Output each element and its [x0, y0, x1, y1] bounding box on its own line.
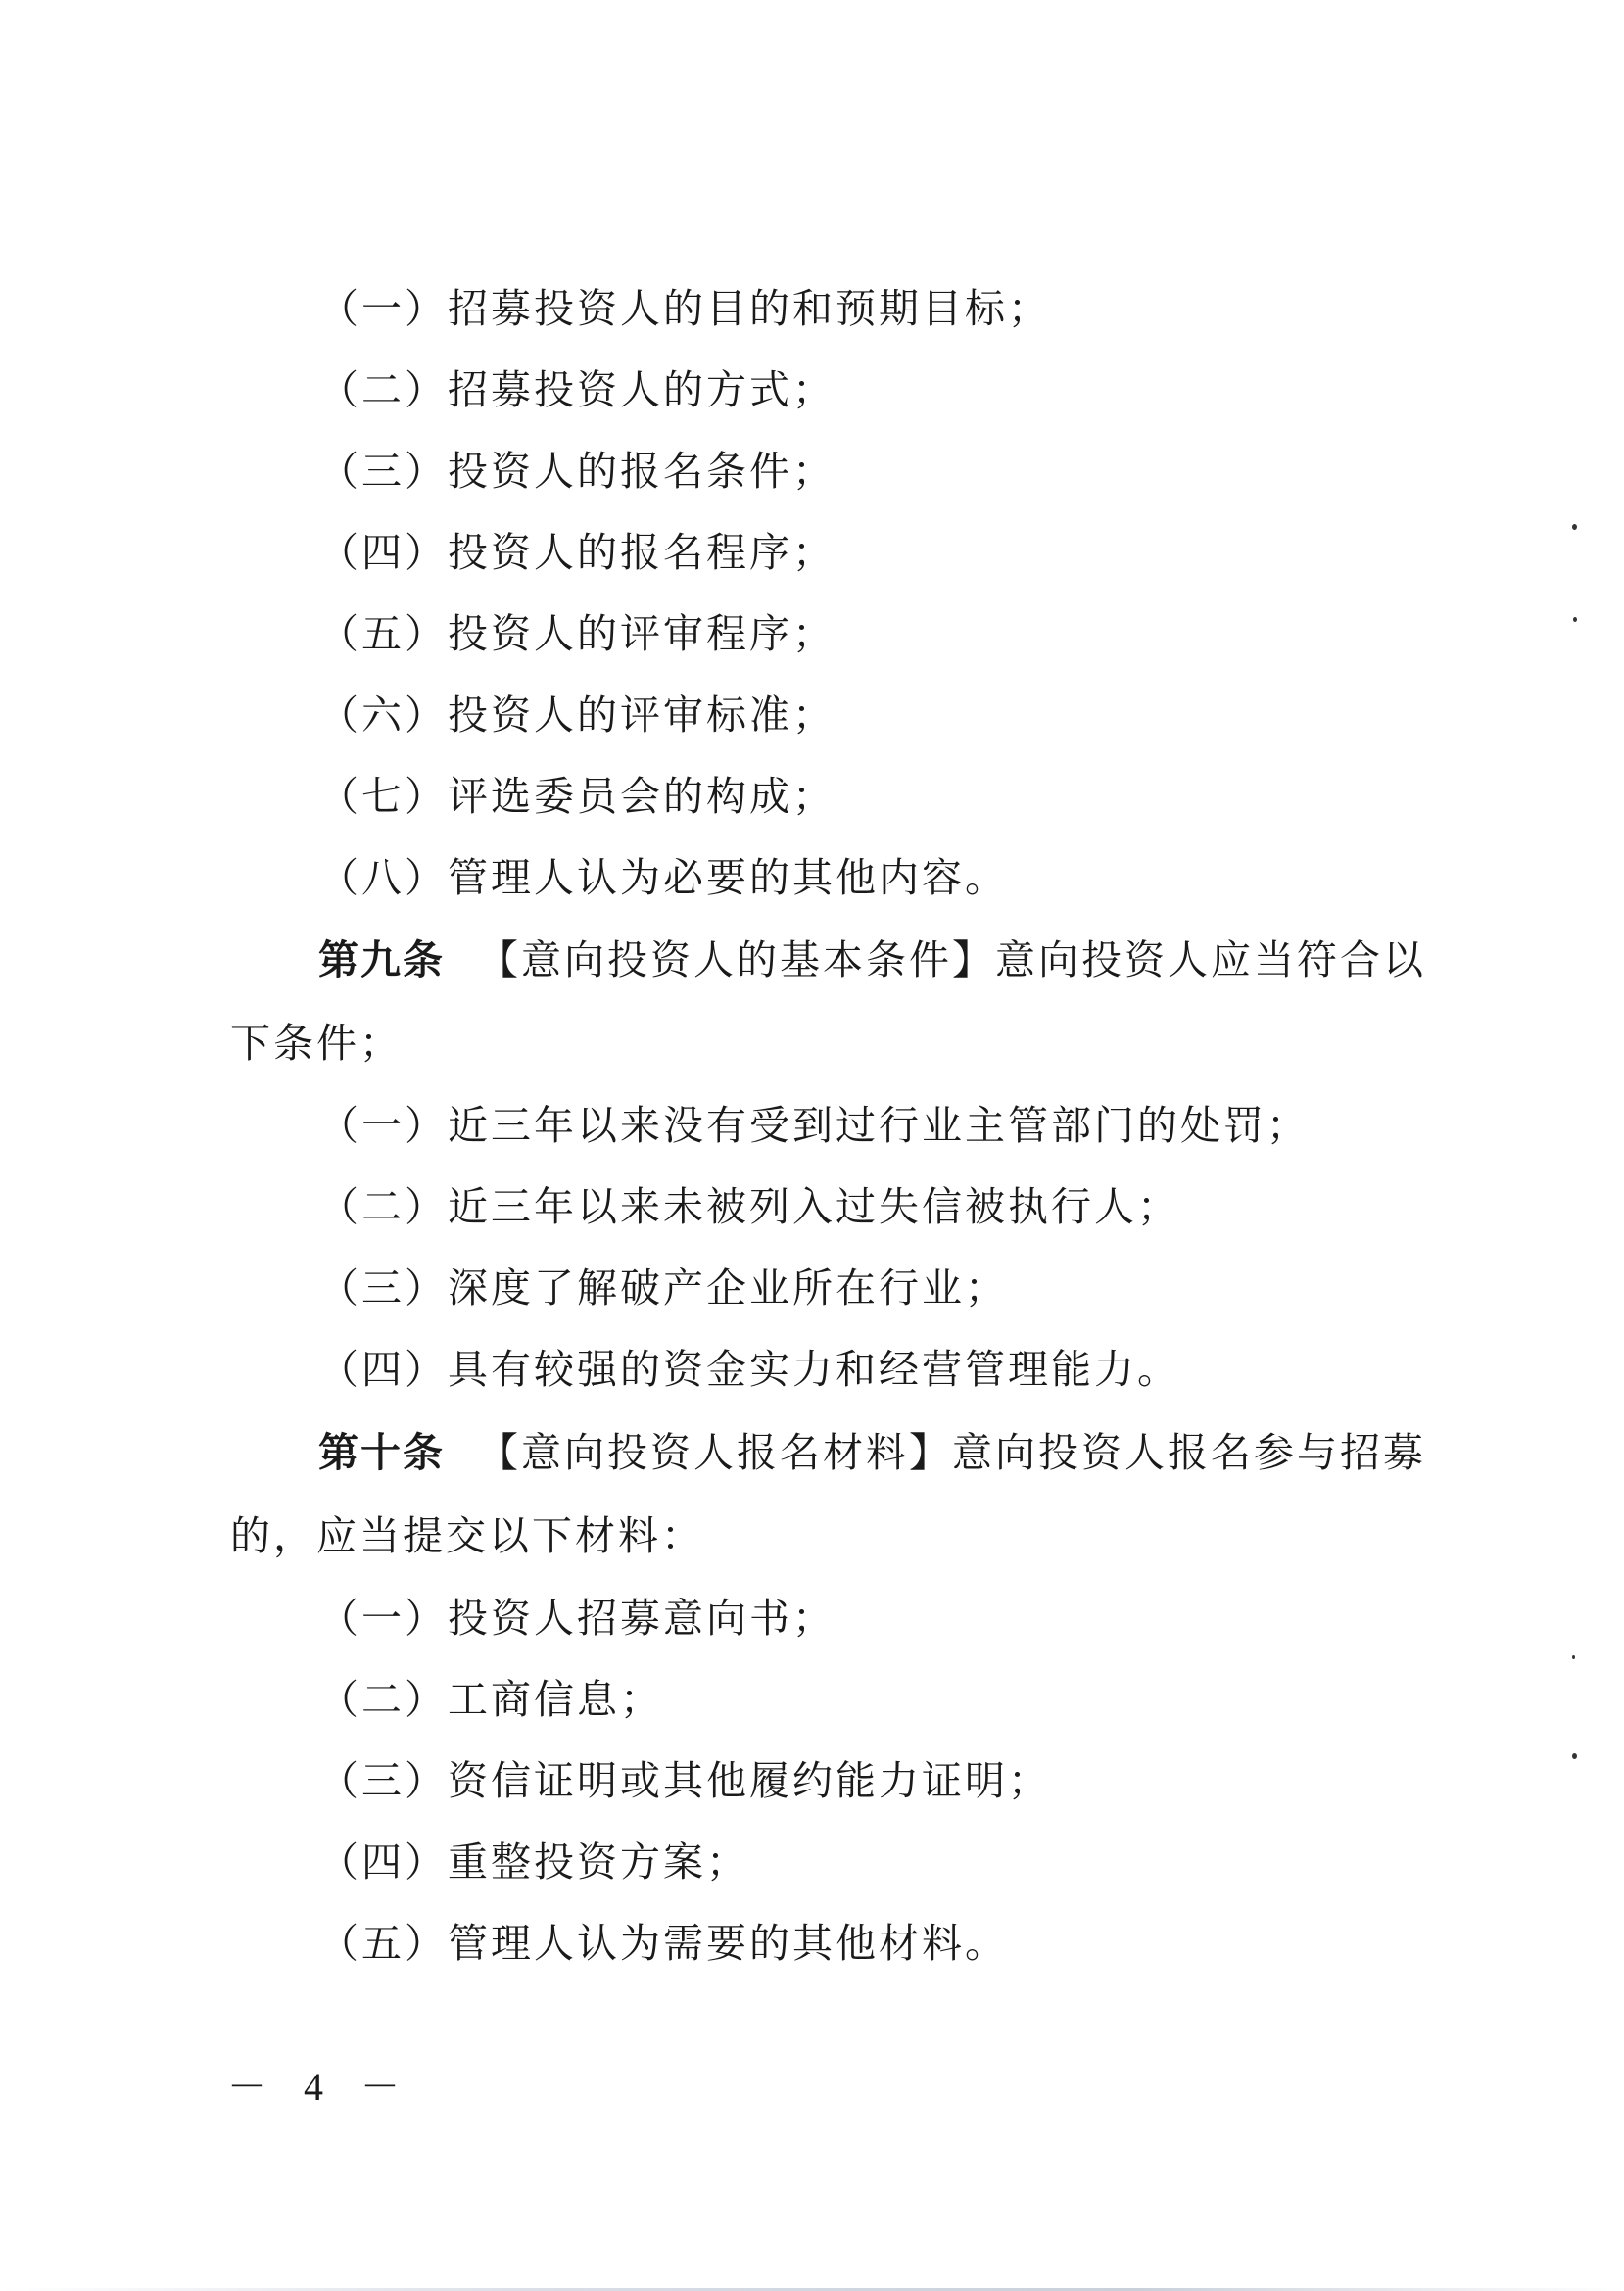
list-item: （八）管理人认为必要的其他内容。	[318, 854, 1008, 901]
list-item: （一）投资人招募意向书；	[318, 1595, 836, 1642]
article-10-heading: 第十条	[318, 1429, 445, 1476]
list-item: （三）资信证明或其他履约能力证明；	[318, 1757, 1051, 1804]
list-item: （二）工商信息；	[318, 1676, 663, 1723]
list-item: （四）重整投资方案；	[318, 1838, 749, 1885]
scan-speck	[1572, 524, 1577, 530]
list-item: （七）评选委员会的构成；	[318, 773, 836, 820]
article-10-text: 【意向投资人报名材料】意向投资人报名参与招募	[478, 1429, 1426, 1476]
scan-speck	[1572, 1753, 1577, 1759]
list-item: （二）招募投资人的方式；	[318, 366, 836, 413]
article-10-continuation: 的，应当提交以下材料：	[230, 1512, 704, 1559]
article-9-continuation: 下条件；	[230, 1020, 403, 1067]
list-item: （三）深度了解破产企业所在行业；	[318, 1265, 1008, 1312]
list-item: （四）投资人的报名程序；	[318, 529, 836, 576]
page-number: － 4 －	[227, 2065, 413, 2109]
article-10-paragraph	[318, 1428, 1426, 1477]
list-item: （一）近三年以来没有受到过行业主管部门的处罚；	[318, 1102, 1310, 1149]
list-item: （六）投资人的评审标准；	[318, 692, 836, 739]
list-item: （二）近三年以来未被列入过失信被执行人；	[318, 1183, 1180, 1230]
article-9-text: 【意向投资人的基本条件】意向投资人应当符合以	[478, 936, 1426, 983]
scan-speck	[1573, 617, 1577, 622]
article-9-heading: 第九条	[318, 936, 445, 983]
list-item: （一）招募投资人的目的和预期目标；	[318, 285, 1051, 332]
list-item: （三）投资人的报名条件；	[318, 448, 836, 495]
article-9-paragraph	[318, 935, 1426, 984]
list-item: （四）具有较强的资金实力和经营管理能力。	[318, 1346, 1180, 1393]
list-item: （五）管理人认为需要的其他材料。	[318, 1920, 1008, 1967]
scan-speck	[1572, 1655, 1575, 1659]
list-item: （五）投资人的评审程序；	[318, 610, 836, 657]
